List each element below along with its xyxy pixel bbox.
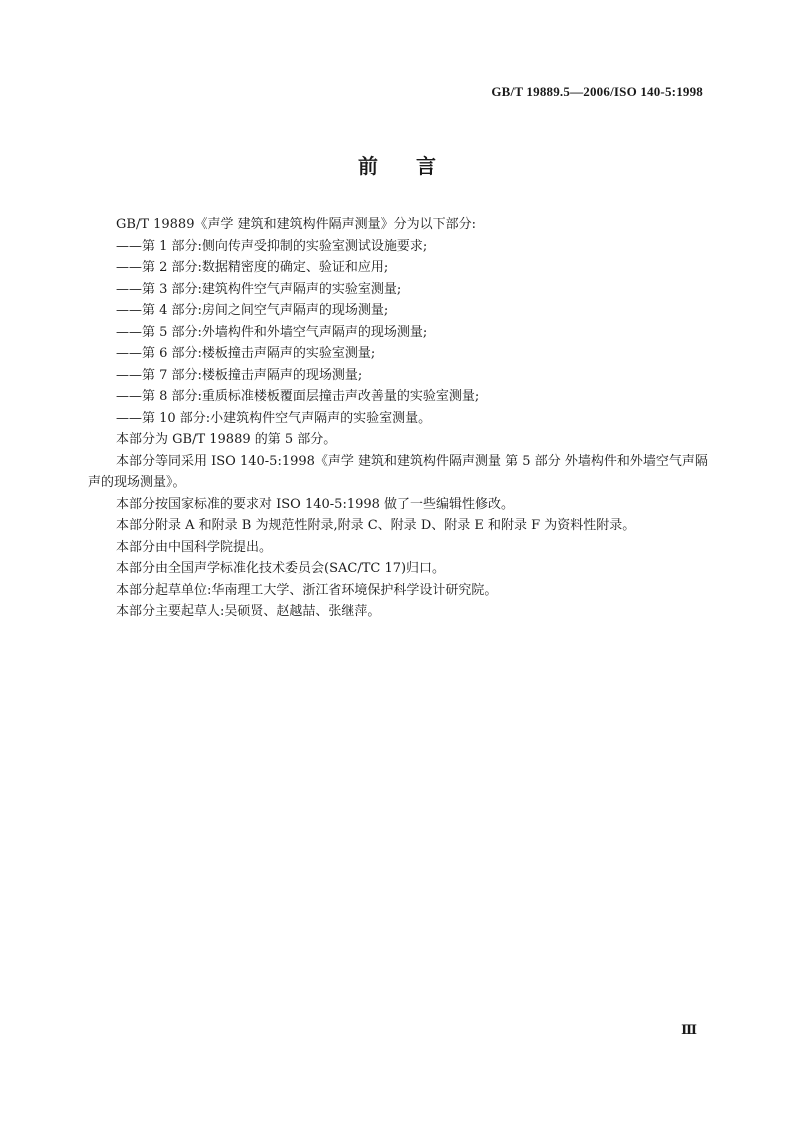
- standard-code: GB/T 19889.5—2006/ISO 140-5:1998: [491, 84, 703, 99]
- body-paragraph: 本部分为 GB/T 19889 的第 5 部分。: [116, 432, 337, 447]
- body-paragraph: 本部分起草单位:华南理工大学、浙江省环境保护科学设计研究院。: [116, 582, 498, 598]
- body-paragraph: 本部分按国家标准的要求对 ISO 140-5:1998 做了一些编辑性修改。: [116, 496, 515, 512]
- list-item: ——第 10 部分:小建筑构件空气声隔声的实验室测量。: [116, 410, 432, 426]
- list-item: ——第 6 部分:楼板撞击声隔声的实验室测量;: [116, 346, 376, 361]
- body-paragraph: 本部分附录 A 和附录 B 为规范性附录,附录 C、附录 D、附录 E 和附录 F 为资料性附录。: [116, 518, 636, 533]
- list-item: ——第 2 部分:数据精密度的确定、验证和应用;: [116, 260, 389, 275]
- list-item: ——第 1 部分:侧向传声受抑制的实验室测试设施要求;: [116, 238, 428, 254]
- body-paragraph: 本部分等同采用 ISO 140-5:1998《声学 建筑和建筑构件隔声测量 第 5 部分 外墙构件和外墙空气声隔声的现场测量》。: [88, 453, 708, 490]
- page-number: Ⅲ: [681, 1022, 696, 1037]
- list-item: ——第 7 部分:楼板撞击声隔声的现场测量;: [116, 367, 363, 383]
- body-paragraph: 本部分由全国声学标准化技术委员会(SAC/TC 17)归口。: [116, 561, 446, 576]
- list-item: ——第 8 部分:重质标准楼板覆面层撞击声改善量的实验室测量;: [116, 389, 480, 404]
- document-body: [88, 214, 708, 623]
- list-item: ——第 4 部分:房间之间空气声隔声的现场测量;: [116, 303, 389, 318]
- body-paragraph: 本部分由中国科学院提出。: [116, 539, 273, 555]
- list-item: ——第 3 部分:建筑构件空气声隔声的实验室测量;: [116, 281, 402, 297]
- intro-paragraph: GB/T 19889《声学 建筑和建筑构件隔声测量》分为以下部分:: [116, 217, 476, 232]
- list-item: ——第 5 部分:外墙构件和外墙空气声隔声的现场测量;: [116, 324, 428, 340]
- page-title: 前言: [358, 154, 474, 178]
- body-paragraph: 本部分主要起草人:吴硕贤、赵越喆、张继萍。: [116, 604, 381, 619]
